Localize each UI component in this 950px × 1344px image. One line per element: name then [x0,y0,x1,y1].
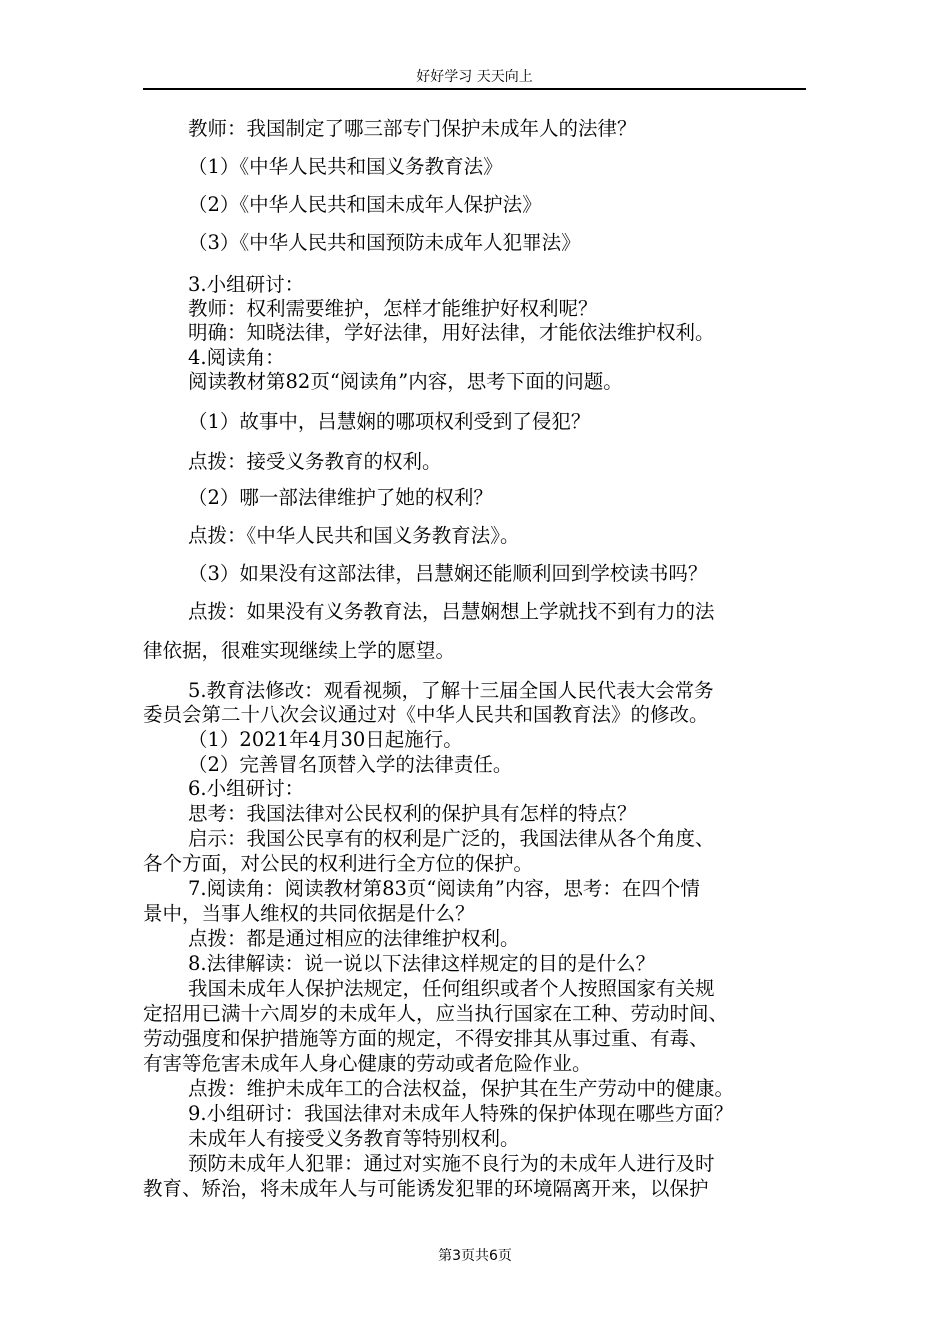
text-line: 有害等危害未成年人身心健康的劳动或者危险作业。 [143,1052,592,1075]
text-line: 点拨：《中华人民共和国义务教育法》。 [188,524,520,547]
text-line: （2）哪一部法律维护了她的权利？ [188,486,493,509]
text-line: （3）《中华人民共和国预防未成年人犯罪法》 [188,231,581,254]
text-line: 我国未成年人保护法规定，任何组织或者个人按照国家有关规 [188,977,715,1000]
text-line: （2）《中华人民共和国未成年人保护法》 [188,193,542,216]
text-line: （1）《中华人民共和国义务教育法》 [188,155,503,178]
text-line: 7.阅读角：阅读教材第83页“阅读角”内容，思考：在四个情 [188,877,700,900]
text-line: 4.阅读角： [188,346,285,369]
text-line: 3.小组研讨： [188,273,305,296]
text-line: 启示：我国公民享有的权利是广泛的，我国法律从各个角度、 [188,827,715,850]
text-line: 教师：权利需要维护，怎样才能维护好权利呢？ [188,297,598,320]
text-line: 未成年人有接受义务教育等特别权利。 [188,1127,520,1150]
text-line: （3）如果没有这部法律，吕慧娴还能顺利回到学校读书吗？ [188,562,708,585]
text-line: （1）故事中，吕慧娴的哪项权利受到了侵犯？ [188,410,591,433]
text-line: 劳动强度和保护措施等方面的规定，不得安排其从事过重、有毒、 [143,1027,709,1050]
text-line: 点拨：维护未成年工的合法权益，保护其在生产劳动中的健康。 [188,1077,735,1100]
text-line: 点拨：如果没有义务教育法，吕慧娴想上学就找不到有力的法 [188,600,715,623]
text-line: 明确：知晓法律，学好法律，用好法律，才能依法维护权利。 [188,321,715,344]
text-line: 律依据，很难实现继续上学的愿望。 [143,639,456,662]
text-line: 委员会第二十八次会议通过对《中华人民共和国教育法》的修改。 [143,703,709,726]
text-line: 8.法律解读：说一说以下法律这样规定的目的是什么？ [188,952,656,975]
text-line: 预防未成年人犯罪：通过对实施不良行为的未成年人进行及时 [188,1152,715,1175]
text-line: 各个方面，对公民的权利进行全方位的保护。 [143,852,534,875]
text-line: 教师：我国制定了哪三部专门保护未成年人的法律？ [188,117,637,140]
text-line: 教育、矫治，将未成年人与可能诱发犯罪的环境隔离开来，以保护 [143,1177,709,1200]
text-line: 点拨：都是通过相应的法律维护权利。 [188,927,520,950]
header-rule [143,88,806,90]
text-line: 5.教育法修改：观看视频，了解十三届全国人民代表大会常务 [188,679,714,702]
text-line: 定招用已满十六周岁的未成年人，应当执行国家在工种、劳动时间、 [143,1002,729,1025]
text-line: （1）2021年4月30日起施行。 [188,728,463,751]
text-line: 点拨：接受义务教育的权利。 [188,450,442,473]
text-line: 景中，当事人维权的共同依据是什么？ [143,902,475,925]
text-line: 6.小组研讨： [188,777,305,800]
text-line: 阅读教材第82页“阅读角”内容，思考下面的问题。 [188,370,623,393]
text-line: 9.小组研讨：我国法律对未成年人特殊的保护体现在哪些方面？ [188,1102,734,1125]
text-line: （2）完善冒名顶替入学的法律责任。 [188,753,513,776]
page-header: 好好学习 天天向上 [416,69,533,85]
page-footer: 第3页共6页 [438,1248,512,1264]
text-line: 思考：我国法律对公民权利的保护具有怎样的特点？ [188,802,637,825]
